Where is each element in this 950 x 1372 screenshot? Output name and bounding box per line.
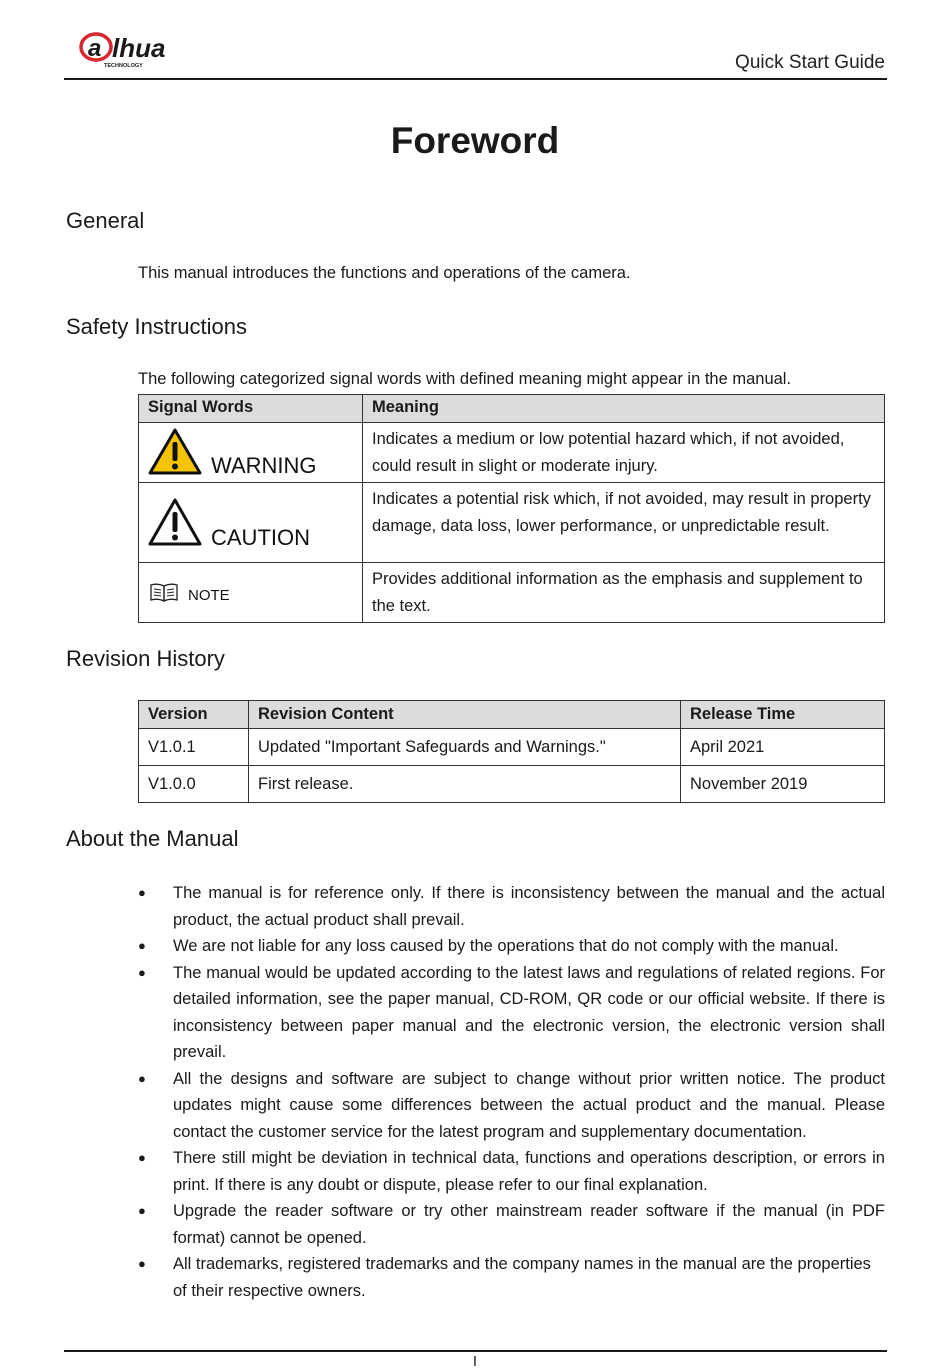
- list-item: ● Upgrade the reader software or try other mainstream reader software if the manual (in PDF format) cannot be opened.: [138, 1198, 885, 1251]
- table-row: [139, 563, 885, 623]
- list-item: ● All the designs and software are subject to change without prior written notice. The product updates might cause some differences between the actual product and the manual. Please contact the customer service for the latest program and supplementary documentation.: [138, 1066, 885, 1146]
- signal-word-cell: [139, 483, 363, 563]
- signal-word-cell: [139, 423, 363, 483]
- general-text: This manual introduces the functions and operations of the camera.: [138, 264, 631, 282]
- table-row: [139, 483, 885, 563]
- table-row: [139, 423, 885, 483]
- meaning-cell: Indicates a medium or low potential hazard which, if not avoided, could result in slight or moderate injury.: [363, 423, 885, 483]
- signal-word-label: CAUTION: [211, 525, 310, 550]
- meaning-cell: Provides additional information as the emphasis and supplement to the text.: [363, 563, 885, 623]
- signal-word-label: WARNING: [211, 453, 317, 478]
- list-item: ● There still might be deviation in technical data, functions and operations description, or errors in print. If there is any doubt or dispute, please refer to our final explanation.: [138, 1145, 885, 1198]
- version-cell: V1.0.0: [139, 766, 249, 803]
- page-title: Foreword: [390, 120, 560, 161]
- revision-content-cell: Updated "Important Safeguards and Warnings.": [249, 729, 681, 766]
- column-header: Signal Words: [139, 395, 363, 423]
- column-header: Version: [139, 701, 249, 729]
- list-item: ● The manual would be updated according to the latest laws and regulations of related regions. For detailed information, see the paper manual, CD-ROM, QR code or our official website. If there is inconsistency between paper manual and the electronic version, the electronic version shall prevail.: [138, 960, 885, 1066]
- release-time-cell: November 2019: [681, 766, 885, 803]
- column-header: Meaning: [363, 395, 885, 423]
- signal-word-label: NOTE: [188, 587, 230, 604]
- column-header: Revision Content: [249, 701, 681, 729]
- table-row: [139, 766, 885, 803]
- table-row: [139, 729, 885, 766]
- safety-intro: The following categorized signal words with defined meaning might appear in the manual.: [138, 370, 792, 388]
- list-item: ● All trademarks, registered trademarks and the company names in the manual are the properties of their respective owners.: [138, 1251, 885, 1304]
- section-heading-about: About the Manual: [66, 826, 239, 851]
- section-heading-general: General: [66, 208, 145, 233]
- list-item: ● The manual is for reference only. If there is inconsistency between the manual and the actual product, the actual product shall prevail.: [138, 880, 885, 933]
- section-heading-safety: Safety Instructions: [66, 314, 247, 339]
- section-heading-revision: Revision History: [66, 646, 225, 671]
- footer-divider: [64, 1350, 887, 1352]
- release-time-cell: April 2021: [681, 729, 885, 766]
- svg-text:lhua: lhua: [112, 33, 166, 63]
- document-type-label: Quick Start Guide: [735, 52, 885, 73]
- signal-words-table: [138, 394, 885, 623]
- column-header: Release Time: [681, 701, 885, 729]
- list-item: ● We are not liable for any loss caused by the operations that do not comply with the manual.: [138, 933, 885, 960]
- meaning-cell: Indicates a potential risk which, if not avoided, may result in property damage, data loss, lower performance, or unpredictable result.: [363, 483, 885, 563]
- caution-triangle-icon: [148, 497, 202, 547]
- about-manual-list: [138, 880, 885, 1304]
- revision-content-cell: First release.: [249, 766, 681, 803]
- warning-triangle-icon: [148, 427, 202, 475]
- page-header: [64, 28, 887, 80]
- svg-text:a: a: [88, 35, 102, 62]
- table-header-row: [139, 701, 885, 729]
- svg-text:TECHNOLOGY: TECHNOLOGY: [104, 63, 143, 69]
- signal-word-cell: [139, 563, 363, 623]
- company-logo: [72, 30, 192, 72]
- table-header-row: [139, 395, 885, 423]
- book-icon: [149, 582, 179, 604]
- revision-history-table: [138, 700, 885, 803]
- version-cell: V1.0.1: [139, 729, 249, 766]
- page-number: I: [472, 1353, 478, 1370]
